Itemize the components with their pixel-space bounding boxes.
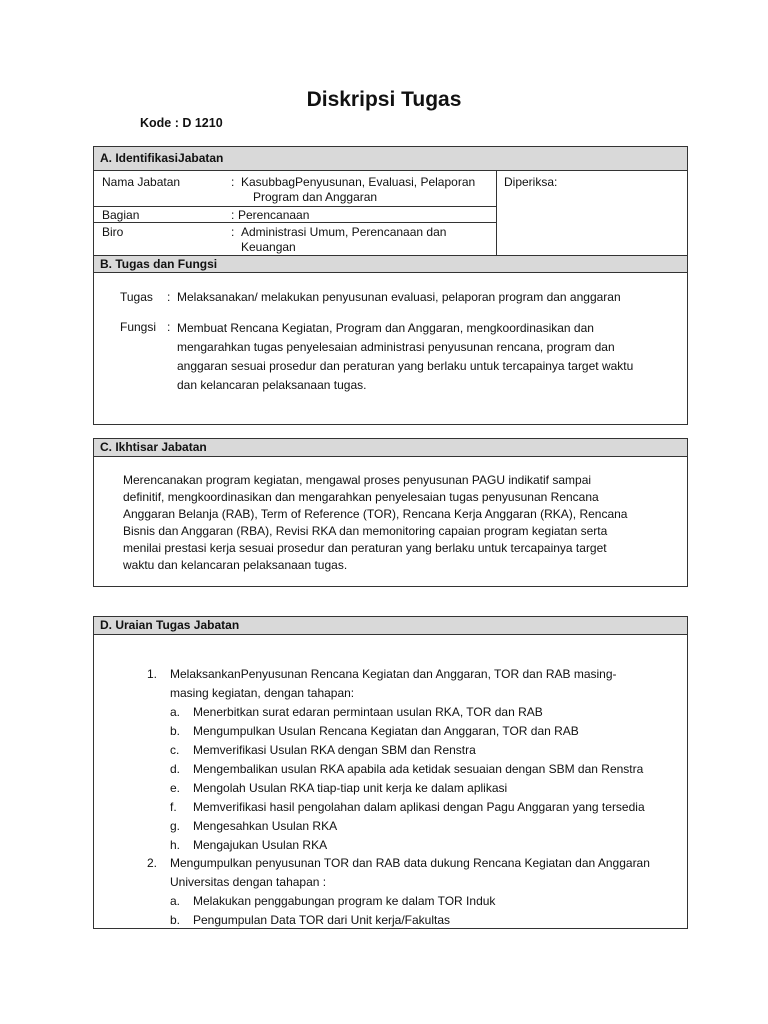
fungsi-line: mengarahkan tugas penyelesaian administrasi penyusunan rencana, program dan — [177, 340, 615, 354]
page-title: Diskripsi Tugas — [306, 88, 462, 111]
sub-item: Mengembalikan usulan RKA apabila ada ketidak sesuaian dengan SBM dan Renstra — [193, 762, 644, 776]
sub-letter: b. — [170, 724, 181, 738]
separator: : — [167, 320, 171, 334]
ikhtisar-line: waktu dan kelancaran pelaksanaan tugas. — [123, 558, 348, 572]
fungsi-line: anggaran sesuai prosedur dan peraturan yang berlaku untuk tercapainya target waktu — [177, 359, 634, 373]
label-bagian: Bagian — [102, 208, 140, 222]
sub-item: Mengajukan Usulan RKA — [193, 838, 328, 852]
document-code: Kode : D 1210 — [140, 116, 223, 130]
sub-item: Memverifikasi Usulan RKA dengan SBM dan Renstra — [193, 743, 476, 757]
ikhtisar-line: Anggaran Belanja (RAB), Term of Reference (TOR), Rencana Kerja Anggaran (RKA), Rencana — [123, 507, 628, 521]
label-biro: Biro — [102, 225, 124, 239]
value-biro-cont: Keuangan — [241, 240, 296, 254]
section-b-header: B. Tugas dan Fungsi — [94, 256, 687, 273]
section-c-box — [93, 438, 688, 587]
sub-letter: h. — [170, 838, 181, 852]
sub-letter: d. — [170, 762, 181, 776]
section-a-b-box — [93, 146, 688, 425]
item-number: 2. — [147, 856, 158, 870]
tugas-text: Melaksanakan/ melakukan penyusunan evaluasi, pelaporan program dan anggaran — [177, 290, 621, 304]
sub-item: Melakukan penggabungan program ke dalam TOR Induk — [193, 894, 496, 908]
separator: : — [231, 225, 235, 239]
label-tugas: Tugas — [120, 290, 153, 304]
sub-letter: a. — [170, 705, 181, 719]
sub-item: Mengesahkan Usulan RKA — [193, 819, 338, 833]
column-divider — [496, 171, 497, 256]
ikhtisar-line: menilai prestasi kerja sesuai prosedur dan peraturan yang berlaku untuk tercapainya target — [123, 541, 607, 555]
ikhtisar-line: Merencanakan program kegiatan, mengawal proses penyusunan PAGU indikatif sampai — [123, 473, 592, 487]
fungsi-text — [177, 319, 633, 395]
sub-letter: b. — [170, 913, 181, 927]
label-diperiksa: Diperiksa: — [504, 175, 558, 189]
sub-item: Mengolah Usulan RKA tiap-tiap unit kerja ke dalam aplikasi — [193, 781, 508, 795]
separator: : — [167, 290, 171, 304]
sub-letter: f. — [170, 800, 177, 814]
sub-letter: g. — [170, 819, 181, 833]
sub-letter: e. — [170, 781, 181, 795]
item-1-line: masing kegiatan, dengan tahapan: — [170, 686, 355, 700]
value-biro: Administrasi Umum, Perencanaan dan — [241, 225, 447, 239]
label-nama-jabatan: Nama Jabatan — [102, 175, 181, 189]
separator: : — [231, 208, 235, 222]
item-1-line: MelaksankanPenyusunan Rencana Kegiatan dan Anggaran, TOR dan RAB masing- — [170, 667, 617, 681]
section-a-header: A. IdentifikasiJabatan — [94, 147, 687, 171]
item-number: 1. — [147, 667, 158, 681]
separator: : — [231, 175, 235, 189]
fungsi-line: dan kelancaran pelaksanaan tugas. — [177, 378, 367, 392]
value-bagian: Perencanaan — [238, 208, 310, 222]
sub-item: Mengumpulkan Usulan Rencana Kegiatan dan Anggaran, TOR dan RAB — [193, 724, 579, 738]
item-2-line: Mengumpulkan penyusunan TOR dan RAB data dukung Rencana Kegiatan dan Anggaran — [170, 856, 650, 870]
ikhtisar-line: definitif, mengkoordinasikan dan mengarahkan penyelesaian tugas penyusunan Rencana — [123, 490, 599, 504]
value-nama-jabatan-cont: Program dan Anggaran — [253, 190, 378, 204]
section-d-header: D. Uraian Tugas Jabatan — [94, 617, 687, 635]
sub-item: Memverifikasi hasil pengolahan dalam aplikasi dengan Pagu Anggaran yang tersedia — [193, 800, 645, 814]
ikhtisar-text — [123, 472, 660, 574]
sub-letter: c. — [170, 743, 180, 757]
fungsi-line: Membuat Rencana Kegiatan, Program dan Anggaran, mengkoordinasikan dan — [177, 321, 594, 335]
label-fungsi: Fungsi — [120, 320, 157, 334]
ikhtisar-line: Bisnis dan Anggaran (RBA), Revisi RKA dan memonitoring capaian program kegiatan serta — [123, 524, 608, 538]
section-d-box — [93, 616, 688, 929]
sub-item: Pengumpulan Data TOR dari Unit kerja/Fakultas — [193, 913, 451, 927]
item-2-line: Universitas dengan tahapan : — [170, 875, 327, 889]
sub-letter: a. — [170, 894, 181, 908]
sub-item: Menerbitkan surat edaran permintaan usulan RKA, TOR dan RAB — [193, 705, 543, 719]
section-c-header: C. Ikhtisar Jabatan — [94, 439, 687, 457]
value-nama-jabatan: KasubbagPenyusunan, Evaluasi, Pelaporan — [241, 175, 476, 189]
